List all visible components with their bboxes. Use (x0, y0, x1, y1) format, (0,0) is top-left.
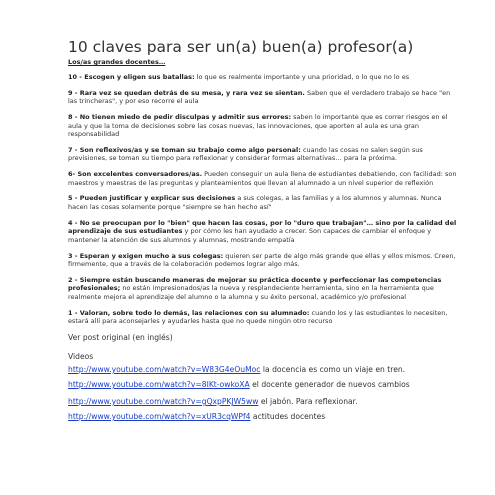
item-text: no están impresionados/as la nueva y resplandeciente herramienta, sino en la herramienta que realmente mejora el aprendizaje del alumno o la alumna y su éxito personal, académico y/o profesional (68, 284, 434, 302)
item-text: Saben que el verdadero trabajo se hace "en las trincheras", y por eso recorre el aula (68, 88, 451, 106)
video-description: actitudes docentes (250, 412, 326, 421)
list-item (68, 309, 458, 326)
item-text: a sus colegas, a las familias y a los alumnos y alumnas. Nunca hacen las cosas solamente porque "siempre se han hecho así" (68, 194, 442, 211)
video-item (68, 365, 405, 374)
item-heading: 7 - Son reflexivos/as y se toman su trabajo como algo personal: (68, 145, 301, 154)
item-heading: 5 - Pueden justificar y explicar sus decisiones (68, 194, 236, 203)
list-item (68, 89, 458, 106)
item-text: lo que es realmente importante y una prioridad, o lo que no lo es (194, 73, 410, 81)
item-heading: 3 - Esperan y exigen mucho a sus colegas: (68, 251, 224, 260)
video-item (68, 397, 358, 406)
list-item (68, 170, 458, 187)
video-item (68, 380, 410, 389)
video-item (68, 412, 325, 421)
list-item (68, 146, 458, 163)
item-heading: 2 - Siempre están buscando maneras de mejorar su práctica docente y perfeccionar las competencias profesionales; (68, 275, 442, 293)
item-heading: 1 - Valoran, sobre todo lo demás, las relaciones con su alumnado: (68, 308, 310, 317)
item-text: quieren ser parte de algo más grande que ellas y ellos mismos. Creen, firmemente, que a través de la colaboración podemos lograr algo más. (68, 251, 456, 269)
item-heading: 10 - Escogen y eligen sus batallas: (68, 73, 195, 81)
list-item (68, 73, 458, 82)
video-description: el docente generador de nuevos cambios (249, 380, 410, 389)
video-description: la docencia es como un viaje en tren. (260, 365, 406, 374)
video-link[interactable]: http://www.youtube.com/watch?v=gQxpPKJW5ww (68, 397, 259, 406)
section-subtitle: Los/as grandes docentes… (68, 58, 166, 66)
list-item (68, 219, 458, 245)
item-text: Pueden conseguir un aula llena de estudiantes debatiendo, con facilidad: son maestros y maestras de las preguntas y planteamientos que llevan al alumnado a un nivel superior de reflexión (68, 170, 457, 187)
video-link[interactable]: http://www.youtube.com/watch?v=W83G4eOuMoc (68, 365, 261, 374)
item-text: cuando los y las estudiantes lo necesiten, estará allí para aconsejarles y ayudarles hasta que no quede ningún otro recurso (68, 308, 448, 326)
item-heading: 9 - Rara vez se quedan detrás de su mesa, y rara vez se sientan. (68, 88, 305, 97)
video-link[interactable]: http://www.youtube.com/watch?v=xUR3cqWPf4 (68, 412, 251, 421)
list-item (68, 252, 458, 269)
item-heading: 8 - No tienen miedo de pedir disculpas y admitir sus errores: (68, 112, 292, 121)
list-item (68, 113, 458, 139)
document-title: 10 claves para ser un(a) buen(a) profesor(a) (68, 38, 414, 56)
original-post-link[interactable]: Ver post original (en inglés) (68, 333, 173, 342)
document-body (68, 58, 458, 342)
item-heading: 6- Son excelentes conversadores/as. (68, 170, 203, 179)
item-text: cuando las cosas no salen según sus previsiones, se toman su tiempo para reflexionar y considerar formas alternativas… para la próxima. (68, 145, 423, 163)
item-text: saben lo importante que es correr riesgos en el aula y que la toma de decisiones sobre las cosas nuevas, las innovaciones, que aporten al aula es una gran responsabilidad (68, 112, 448, 139)
video-description: el jabón. Para reflexionar. (258, 397, 358, 406)
video-link[interactable]: http://www.youtube.com/watch?v=8IKt-owkoXA (68, 380, 250, 389)
item-heading: 4 - No se preocupan por lo "bien" que hacen las cosas, por lo "duro que trabajan"… sino por la calidad del aprendizaje de sus estudiantes (68, 218, 457, 236)
videos-heading: Videos (68, 351, 94, 361)
list-item (68, 194, 458, 211)
item-text: y por cómo les han ayudado a crecer. Son capaces de cambiar el enfoque y mantener la atención de sus alumnos y alumnas, mostrando empatía (68, 227, 432, 244)
list-item (68, 276, 458, 302)
